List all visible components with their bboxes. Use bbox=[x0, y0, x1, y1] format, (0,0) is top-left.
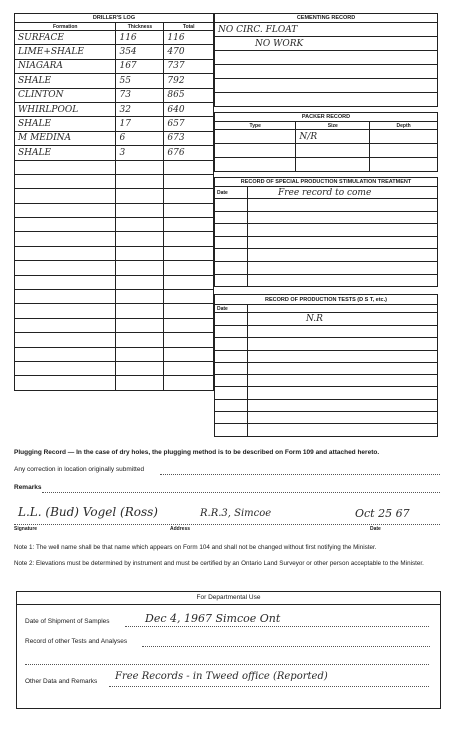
log-total-cell: 676 bbox=[164, 146, 214, 160]
column-formation: Formation bbox=[15, 23, 116, 31]
log-formation-cell bbox=[15, 218, 116, 232]
other-data-label: Other Data and Remarks bbox=[25, 678, 98, 685]
note-2: Note 2: Elevations must be determined by instrument and must be certified by an Ontario Land Surveyor or other person acceptable to the Minister. bbox=[14, 560, 424, 567]
log-row bbox=[15, 131, 214, 145]
log-thickness-cell bbox=[116, 261, 164, 275]
date-label: Date bbox=[370, 526, 381, 532]
blank-row bbox=[215, 338, 438, 350]
blank-row bbox=[215, 412, 438, 424]
log-formation-cell bbox=[15, 304, 116, 318]
blank-row bbox=[215, 387, 438, 399]
log-row bbox=[15, 333, 214, 347]
shipment-value: Dec 4, 1967 Simcoe Ont bbox=[145, 612, 281, 625]
log-row bbox=[15, 232, 214, 246]
log-row bbox=[15, 189, 214, 203]
log-formation-cell bbox=[15, 275, 116, 289]
drillers-log-title: DRILLER'S LOG bbox=[15, 14, 214, 23]
cementing-line: NO WORK bbox=[215, 37, 438, 51]
log-thickness-cell bbox=[116, 203, 164, 217]
log-thickness-cell bbox=[116, 174, 164, 188]
production-tests-table bbox=[214, 294, 438, 437]
cementing-line: NO CIRC. FLOAT bbox=[215, 23, 438, 37]
stimulation-value: Free record to come bbox=[248, 187, 438, 199]
log-total-cell: 865 bbox=[164, 88, 214, 102]
column-size: Size bbox=[296, 122, 370, 130]
log-thickness-cell bbox=[116, 275, 164, 289]
log-row bbox=[15, 146, 214, 160]
plugging-record-text: Plugging Record — In the case of dry holes, the plugging method is to be described on Form 109 and attached hereto. bbox=[14, 449, 380, 456]
date-value: Oct 25 67 bbox=[355, 507, 410, 520]
log-total-cell bbox=[164, 160, 214, 174]
log-total-cell bbox=[164, 361, 214, 375]
remarks-label: Remarks bbox=[14, 484, 42, 491]
signature-line[interactable] bbox=[14, 524, 440, 525]
cementing-record-title: CEMENTING RECORD bbox=[215, 14, 438, 23]
other-tests-line[interactable] bbox=[142, 646, 430, 647]
log-formation-cell bbox=[15, 160, 116, 174]
log-row bbox=[15, 88, 214, 102]
column-depth: Depth bbox=[370, 122, 438, 130]
log-row bbox=[15, 347, 214, 361]
blank-row bbox=[215, 261, 438, 274]
log-total-cell bbox=[164, 218, 214, 232]
log-formation-cell bbox=[15, 189, 116, 203]
note-1: Note 1: The well name shall be that name which appears on Form 104 and shall not be changed without first notifying the Minister. bbox=[14, 544, 377, 551]
log-total-cell bbox=[164, 290, 214, 304]
correction-label: Any correction in location originally submitted bbox=[14, 466, 145, 473]
log-row bbox=[15, 160, 214, 174]
log-row bbox=[15, 45, 214, 59]
log-total-cell: 792 bbox=[164, 74, 214, 88]
shipment-line[interactable] bbox=[125, 626, 429, 627]
log-total-cell: 657 bbox=[164, 117, 214, 131]
column-total: Total bbox=[164, 23, 214, 31]
log-row bbox=[15, 102, 214, 116]
log-total-cell bbox=[164, 232, 214, 246]
production-tests-title: RECORD OF PRODUCTION TESTS (D S T, etc.) bbox=[215, 295, 438, 305]
log-total-cell: 116 bbox=[164, 31, 214, 45]
log-formation-cell bbox=[15, 290, 116, 304]
log-thickness-cell bbox=[116, 290, 164, 304]
log-row bbox=[15, 275, 214, 289]
blank-row bbox=[215, 424, 438, 436]
log-thickness-cell bbox=[116, 160, 164, 174]
log-formation-cell bbox=[15, 333, 116, 347]
log-row bbox=[15, 203, 214, 217]
blank-row bbox=[215, 362, 438, 374]
production-value: N.R bbox=[248, 313, 438, 326]
signature-label: Signature bbox=[14, 526, 38, 532]
log-formation-cell bbox=[15, 261, 116, 275]
other-data-value: Free Records - in Tweed office (Reported) bbox=[115, 671, 328, 682]
blank-row bbox=[215, 326, 438, 338]
log-formation-cell: NIAGARA bbox=[15, 59, 116, 73]
log-formation-cell bbox=[15, 203, 116, 217]
blank-row bbox=[215, 249, 438, 262]
log-total-cell: 640 bbox=[164, 102, 214, 116]
log-thickness-cell: 354 bbox=[116, 45, 164, 59]
log-row bbox=[15, 261, 214, 275]
log-formation-cell bbox=[15, 318, 116, 332]
log-formation-cell bbox=[15, 347, 116, 361]
packer-record-title: PACKER RECORD bbox=[215, 113, 438, 122]
blank-row bbox=[215, 211, 438, 224]
signature-value: L.L. (Bud) Vogel (Ross) bbox=[18, 505, 158, 519]
log-row bbox=[15, 59, 214, 73]
column-type: Type bbox=[215, 122, 296, 130]
production-date-label: Date bbox=[215, 305, 248, 313]
log-thickness-cell bbox=[116, 218, 164, 232]
log-thickness-cell: 17 bbox=[116, 117, 164, 131]
log-row bbox=[15, 117, 214, 131]
log-formation-cell bbox=[15, 232, 116, 246]
log-thickness-cell: 73 bbox=[116, 88, 164, 102]
log-total-cell bbox=[164, 203, 214, 217]
log-formation-cell: SHALE bbox=[15, 117, 116, 131]
log-thickness-cell: 167 bbox=[116, 59, 164, 73]
packer-value: N/R bbox=[296, 130, 370, 144]
log-row bbox=[15, 74, 214, 88]
log-total-cell: 673 bbox=[164, 131, 214, 145]
blank-row bbox=[215, 399, 438, 411]
log-thickness-cell bbox=[116, 361, 164, 375]
log-formation-cell: CLINTON bbox=[15, 88, 116, 102]
log-total-cell: 470 bbox=[164, 45, 214, 59]
log-thickness-cell bbox=[116, 246, 164, 260]
log-total-cell bbox=[164, 347, 214, 361]
packer-record-table bbox=[214, 112, 438, 172]
log-row bbox=[15, 318, 214, 332]
log-thickness-cell: 6 bbox=[116, 131, 164, 145]
log-thickness-cell bbox=[116, 189, 164, 203]
log-thickness-cell: 116 bbox=[116, 31, 164, 45]
log-total-cell bbox=[164, 333, 214, 347]
cementing-line bbox=[215, 65, 438, 79]
correction-line[interactable] bbox=[160, 474, 440, 475]
log-thickness-cell bbox=[116, 318, 164, 332]
log-formation-cell: M MEDINA bbox=[15, 131, 116, 145]
address-value: R.R.3, Simcoe bbox=[200, 508, 272, 519]
log-row bbox=[15, 174, 214, 188]
stimulation-record-table bbox=[214, 177, 438, 287]
log-row bbox=[15, 290, 214, 304]
log-row bbox=[15, 31, 214, 45]
log-formation-cell: SHALE bbox=[15, 74, 116, 88]
cementing-line bbox=[215, 93, 438, 107]
blank-row bbox=[215, 350, 438, 362]
blank-row bbox=[215, 199, 438, 212]
blank-row bbox=[215, 274, 438, 287]
cementing-record-table bbox=[214, 13, 438, 107]
stimulation-record-title: RECORD OF SPECIAL PRODUCTION STIMULATION TREATMENT bbox=[215, 178, 438, 187]
log-row bbox=[15, 246, 214, 260]
log-total-cell bbox=[164, 189, 214, 203]
log-total-cell bbox=[164, 246, 214, 260]
log-total-cell bbox=[164, 304, 214, 318]
column-thickness: Thickness bbox=[116, 23, 164, 31]
log-thickness-cell: 55 bbox=[116, 74, 164, 88]
other-tests-label: Record of other Tests and Analyses bbox=[25, 638, 128, 645]
log-total-cell bbox=[164, 318, 214, 332]
shipment-label: Date of Shipment of Samples bbox=[25, 618, 110, 625]
log-formation-cell bbox=[15, 376, 116, 390]
blank-row bbox=[215, 236, 438, 249]
departmental-title: For Departmental Use bbox=[17, 592, 440, 605]
address-label: Address bbox=[170, 526, 191, 532]
log-row bbox=[15, 218, 214, 232]
cementing-line bbox=[215, 79, 438, 93]
log-row bbox=[15, 376, 214, 390]
log-formation-cell bbox=[15, 246, 116, 260]
log-total-cell bbox=[164, 174, 214, 188]
log-formation-cell: WHIRLPOOL bbox=[15, 102, 116, 116]
cementing-line bbox=[215, 51, 438, 65]
drillers-log-table bbox=[14, 13, 214, 391]
log-formation-cell: LIME+SHALE bbox=[15, 45, 116, 59]
log-total-cell bbox=[164, 275, 214, 289]
log-thickness-cell bbox=[116, 333, 164, 347]
log-total-cell bbox=[164, 376, 214, 390]
log-formation-cell bbox=[15, 361, 116, 375]
departmental-use-box bbox=[16, 591, 441, 709]
log-thickness-cell bbox=[116, 304, 164, 318]
log-thickness-cell bbox=[116, 232, 164, 246]
log-thickness-cell bbox=[116, 376, 164, 390]
log-thickness-cell: 3 bbox=[116, 146, 164, 160]
log-formation-cell: SHALE bbox=[15, 146, 116, 160]
log-row bbox=[15, 304, 214, 318]
log-thickness-cell bbox=[116, 347, 164, 361]
log-thickness-cell: 32 bbox=[116, 102, 164, 116]
remarks-line[interactable] bbox=[42, 492, 440, 493]
log-formation-cell bbox=[15, 174, 116, 188]
stimulation-date-label: Date bbox=[215, 187, 248, 199]
log-total-cell bbox=[164, 261, 214, 275]
other-data-line[interactable] bbox=[109, 686, 429, 687]
log-total-cell: 737 bbox=[164, 59, 214, 73]
blank-row bbox=[215, 375, 438, 387]
blank-row bbox=[215, 224, 438, 237]
other-tests-line-2[interactable] bbox=[25, 664, 429, 665]
log-formation-cell: SURFACE bbox=[15, 31, 116, 45]
log-row bbox=[15, 361, 214, 375]
